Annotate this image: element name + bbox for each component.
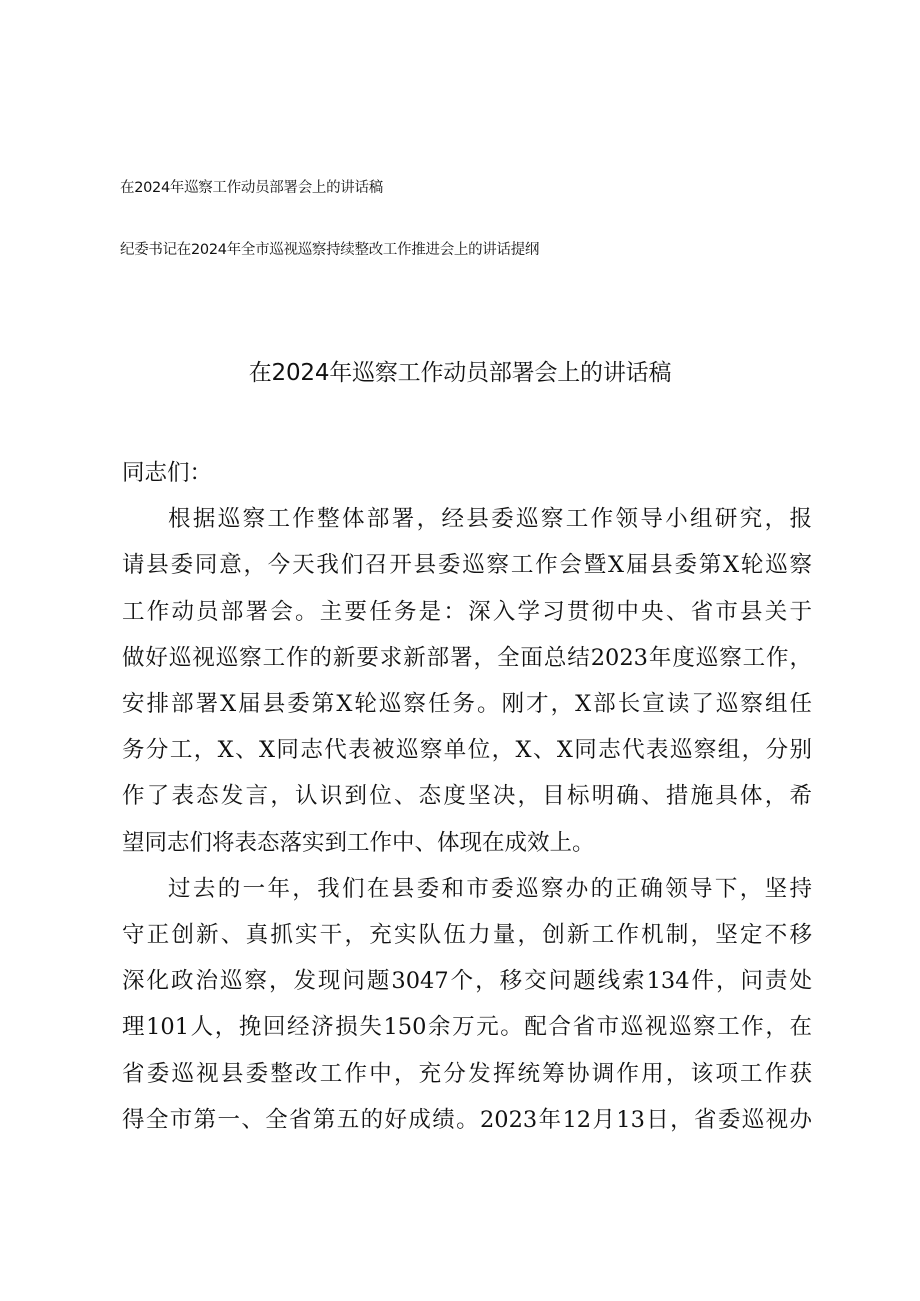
paragraph-line: 深化政治巡察，发现问题3047个，移交问题线索134件，问责处: [122, 968, 812, 995]
paragraph-line: 工作动员部署会。主要任务是：深入学习贯彻中央、省市县关于: [122, 598, 812, 625]
paragraph-line: 根据巡察工作整体部署，经县委巡察工作领导小组研究，报: [168, 506, 812, 533]
paragraph-line: 理101人，挽回经济损失150余万元。配合省市巡视巡察工作，在: [122, 1014, 812, 1041]
paragraph-line: 得全市第一、全省第五的好成绩。2023年12月13日，省委巡视办: [122, 1106, 812, 1133]
paragraph-line: 望同志们将表态落实到工作中、体现在成效上。: [122, 829, 595, 856]
salutation: 同志们：: [122, 460, 213, 486]
paragraph-line: 守正创新、真抓实干，充实队伍力量，创新工作机制，坚定不移: [122, 922, 812, 949]
speech-body: [122, 450, 812, 1143]
paragraph-line: 省委巡视县委整改工作中，充分发挥统筹协调作用，该项工作获: [122, 1060, 812, 1087]
paragraph-line: 安排部署X届县委第X轮巡察任务。刚才，X部长宣读了巡察组任: [122, 691, 812, 718]
document-list: [120, 178, 820, 260]
document-title: 在2024年巡察工作动员部署会上的讲话稿: [248, 360, 672, 386]
paragraph: [122, 866, 812, 1143]
paragraph-line: 作了表态发言，认识到位、态度坚决，目标明确、措施具体，希: [122, 783, 812, 810]
paragraph-line: 务分工，X、X同志代表被巡察单位，X、X同志代表巡察组，分别: [122, 737, 812, 764]
paragraph-line: 过去的一年，我们在县委和市委巡察办的正确领导下，坚持: [168, 875, 812, 902]
document-list-item[interactable]: 在2024年巡察工作动员部署会上的讲话稿: [120, 180, 383, 196]
paragraph-line: 请县委同意，今天我们召开县委巡察工作会暨X届县委第X轮巡察: [122, 552, 812, 579]
paragraph: [122, 496, 812, 866]
document-list-item[interactable]: 纪委书记在2024年全市巡视巡察持续整改工作推进会上的讲话提纲: [120, 242, 540, 258]
paragraph-line: 做好巡视巡察工作的新要求新部署，全面总结2023年度巡察工作，: [122, 644, 812, 671]
